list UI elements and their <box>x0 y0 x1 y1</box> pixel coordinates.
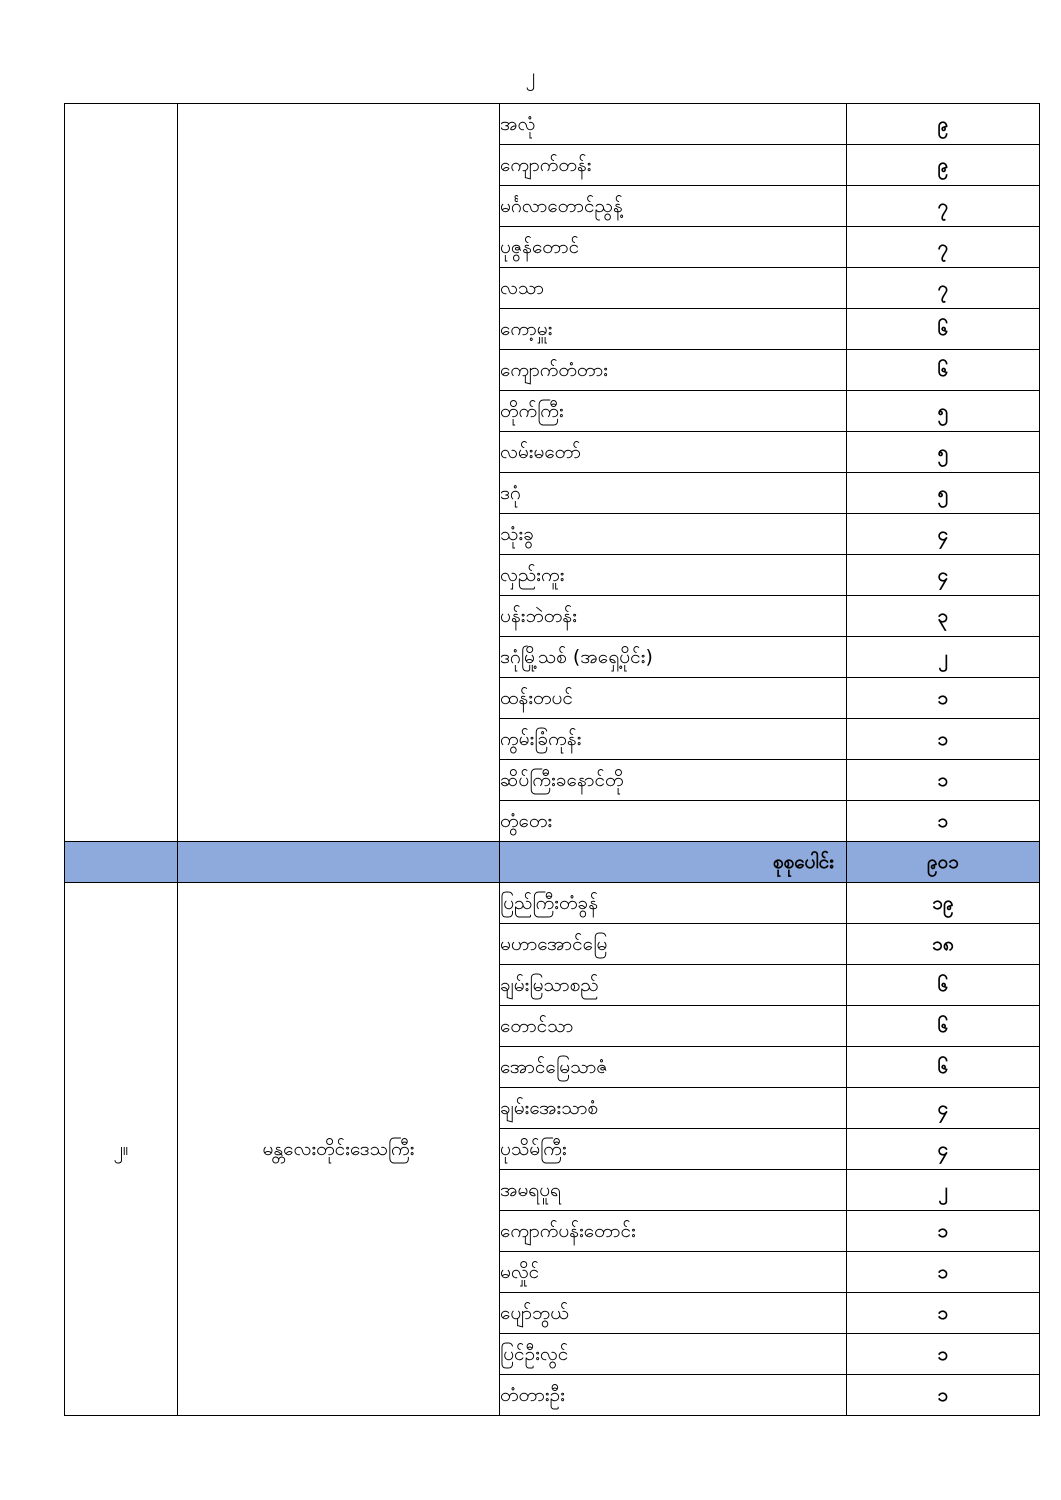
town-count: ၆ <box>847 1006 1040 1047</box>
town-name: ကျောက်ပန်းတောင်း <box>500 1211 847 1252</box>
town-name: ပြည်ကြီးတံခွန် <box>500 883 847 924</box>
town-name: လှည်းကူး <box>500 555 847 596</box>
township-table <box>64 103 1040 1416</box>
town-name: အမရပူရ <box>500 1170 847 1211</box>
town-name: ကျောက်တန်း <box>500 145 847 186</box>
town-name: ကော့မှူး <box>500 309 847 350</box>
town-name: ဒဂုံ <box>500 473 847 514</box>
town-name: လမ်းမတော် <box>500 432 847 473</box>
town-name: တိုက်ကြီး <box>500 391 847 432</box>
town-name: ပုသိမ်ကြီး <box>500 1129 847 1170</box>
town-count: ၂ <box>847 637 1040 678</box>
town-count: ၁၈ <box>847 924 1040 965</box>
section-region-cell: မန္တလေးတိုင်းဒေသကြီး <box>178 883 500 1416</box>
town-count: ၇ <box>847 227 1040 268</box>
town-name: ချမ်းမြသာစည် <box>500 965 847 1006</box>
town-name: အလုံ <box>500 104 847 145</box>
section-no-cell <box>65 104 178 842</box>
table-row <box>65 883 1040 924</box>
town-count: ၅ <box>847 473 1040 514</box>
total-empty-region <box>178 842 500 883</box>
town-count: ၆ <box>847 309 1040 350</box>
town-name: မလှိုင် <box>500 1252 847 1293</box>
town-count: ၄ <box>847 1129 1040 1170</box>
town-name: သုံးခွ <box>500 514 847 555</box>
town-name: ကွမ်းခြံကုန်း <box>500 719 847 760</box>
township-table-container <box>64 103 1039 1416</box>
town-name: အောင်မြေသာဇံ <box>500 1047 847 1088</box>
town-name: ပုဇွန်တောင် <box>500 227 847 268</box>
town-name: ဒဂုံမြို့သစ် (အရှေ့ပိုင်း) <box>500 637 847 678</box>
town-count: ၁ <box>847 1334 1040 1375</box>
town-count: ၁ <box>847 1375 1040 1416</box>
town-count: ၃ <box>847 596 1040 637</box>
town-count: ၄ <box>847 555 1040 596</box>
town-count: ၆ <box>847 350 1040 391</box>
town-name: ပျော်ဘွယ် <box>500 1293 847 1334</box>
town-count: ၄ <box>847 1088 1040 1129</box>
total-count: ၉၀၁ <box>847 842 1040 883</box>
town-count: ၁ <box>847 1252 1040 1293</box>
table-row <box>65 104 1040 145</box>
town-count: ၉ <box>847 145 1040 186</box>
town-count: ၉ <box>847 104 1040 145</box>
town-count: ၂ <box>847 1170 1040 1211</box>
town-name: ထန်းတပင် <box>500 678 847 719</box>
town-name: ပြင်ဦးလွင် <box>500 1334 847 1375</box>
town-count: ၁ <box>847 1293 1040 1334</box>
town-name: တောင်သာ <box>500 1006 847 1047</box>
town-name: တွံတေး <box>500 801 847 842</box>
total-label: စုစုပေါင်း <box>500 842 847 883</box>
town-count: ၁ <box>847 1211 1040 1252</box>
town-name: ချမ်းအေးသာစံ <box>500 1088 847 1129</box>
town-count: ၅ <box>847 432 1040 473</box>
town-count: ၆ <box>847 965 1040 1006</box>
town-count: ၁၉ <box>847 883 1040 924</box>
town-name: ဆိပ်ကြီးခနောင်တို <box>500 760 847 801</box>
town-name: လသာ <box>500 268 847 309</box>
town-count: ၇ <box>847 186 1040 227</box>
town-count: ၄ <box>847 514 1040 555</box>
section-region-cell <box>178 104 500 842</box>
town-count: ၁ <box>847 719 1040 760</box>
town-name: မင်္ဂလာတောင်ညွန့် <box>500 186 847 227</box>
page-number: ၂ <box>525 63 536 87</box>
town-count: ၁ <box>847 678 1040 719</box>
town-count: ၇ <box>847 268 1040 309</box>
town-name: မဟာအောင်မြေ <box>500 924 847 965</box>
table-body <box>65 104 1040 1416</box>
town-count: ၁ <box>847 760 1040 801</box>
section-no-cell: ၂။ <box>65 883 178 1416</box>
town-name: ကျောက်တံတား <box>500 350 847 391</box>
town-count: ၆ <box>847 1047 1040 1088</box>
town-name: ပန်းဘဲတန်း <box>500 596 847 637</box>
town-name: တံတားဦး <box>500 1375 847 1416</box>
total-row <box>65 842 1040 883</box>
town-count: ၁ <box>847 801 1040 842</box>
town-count: ၅ <box>847 391 1040 432</box>
total-empty-no <box>65 842 178 883</box>
